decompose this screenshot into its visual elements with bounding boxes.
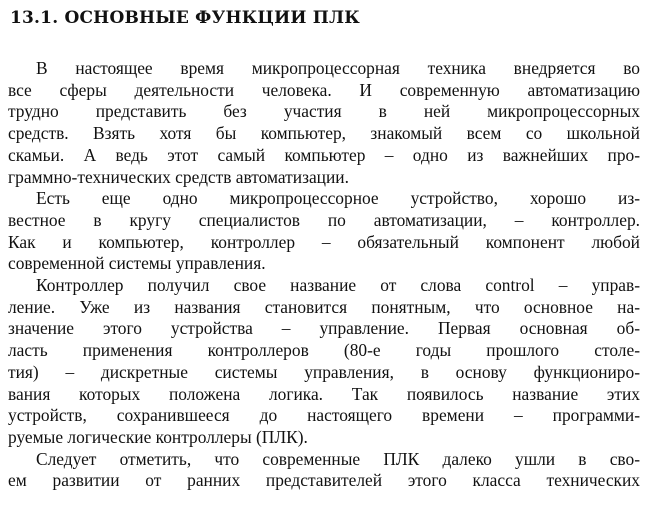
text-line: В настоящее время микропроцессорная техника внедряется во: [36, 58, 640, 78]
text-line: граммно-технических средств автоматизации.: [8, 166, 349, 187]
text-line: тия) – дискретные системы управления, в основу функциониро-: [8, 361, 640, 382]
text-line: трудно представить без участия в ней микропроцессорных: [8, 101, 640, 122]
text-line: все сферы деятельности человека. И современную автоматизацию: [8, 79, 640, 100]
text-line: Контроллер получил свое название от слова control – управ-: [36, 275, 640, 296]
text-line: вестное в кругу специалистов по автоматизации, – контроллер.: [8, 209, 640, 230]
text-line: устройств, сохранившееся до настоящего времени – программи-: [8, 405, 640, 426]
text-line: Есть еще одно микропроцессорное устройство, хорошо из-: [36, 188, 640, 209]
text-line: Как и компьютер, контроллер – обязательный компонент любой: [8, 231, 640, 252]
section-heading: 13.1. ОСНОВНЫЕ ФУНКЦИИ ПЛК: [10, 8, 360, 28]
text-line: вания которых положена логика. Так появилось название этих: [8, 383, 640, 404]
text-line: ласть применения контроллеров (80-е годы прошлого столе-: [8, 340, 640, 361]
body-text: [8, 58, 640, 492]
text-line: значение этого устройства – управление. Первая основная об-: [8, 318, 640, 339]
text-line: средств. Взять хотя бы компьютер, знакомый всем со школьной: [8, 123, 640, 144]
text-line: ление. Уже из названия становится понятным, что основное на-: [8, 296, 640, 317]
text-line: руемые логические контроллеры (ПЛК).: [8, 426, 308, 447]
text-line: современной системы управления.: [8, 253, 266, 274]
text-line: ем развитии от ранних представителей этого класса технических: [8, 470, 640, 491]
text-line: скамьи. А ведь этот самый компьютер – одно из важнейших про-: [8, 144, 640, 165]
text-line: Следует отметить, что современные ПЛК далеко ушли в сво-: [36, 448, 640, 469]
